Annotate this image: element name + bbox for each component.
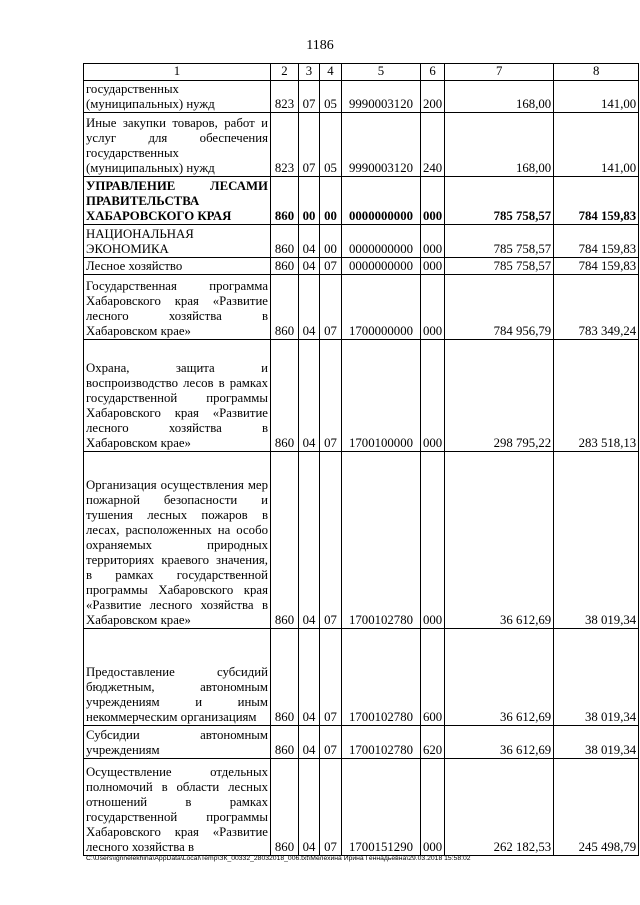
header-cell-4: 4 <box>320 64 342 81</box>
header-cell-7: 7 <box>445 64 554 81</box>
row-name: Охрана, защита и воспроизводство лесов в рамках государственной программы Хабаровского края «Развитие лесного хозяйства в Хабаровском крае» <box>84 340 271 452</box>
row-code-2: 860 <box>271 759 299 856</box>
row-section: 00 <box>299 177 320 225</box>
row-name: Организация осуществления мер пожарной безопасности и тушения лесных пожаров в лесах, расположенных на особо охраняемых природных территориях краевого значения, в рамках государственной программы Хабаровского края «Развитие лесного хозяйства в Хабаровском крае» <box>84 452 271 629</box>
row-code-2: 860 <box>271 275 299 340</box>
header-cell-5: 5 <box>342 64 421 81</box>
row-amount-7: 784 956,79 <box>445 275 554 340</box>
row-amount-8: 38 019,34 <box>554 726 639 759</box>
row-target: 1700102780 <box>342 726 421 759</box>
row-expense-type: 000 <box>421 759 445 856</box>
row-section: 04 <box>299 275 320 340</box>
row-name: государственных (муниципальных) нужд <box>84 81 271 113</box>
row-subsection: 07 <box>320 452 342 629</box>
table-row <box>84 629 639 726</box>
row-target: 1700102780 <box>342 452 421 629</box>
row-target: 0000000000 <box>342 225 421 258</box>
row-name: УПРАВЛЕНИЕ ЛЕСАМИ ПРАВИТЕЛЬСТВА ХАБАРОВСКОГО КРАЯ <box>84 177 271 225</box>
row-code-2: 823 <box>271 113 299 177</box>
row-subsection: 00 <box>320 225 342 258</box>
row-subsection: 07 <box>320 726 342 759</box>
row-amount-8: 784 159,83 <box>554 225 639 258</box>
row-expense-type: 000 <box>421 258 445 275</box>
row-target: 1700151290 <box>342 759 421 856</box>
row-amount-7: 168,00 <box>445 113 554 177</box>
row-section: 04 <box>299 759 320 856</box>
row-section: 07 <box>299 81 320 113</box>
row-amount-8: 783 349,24 <box>554 275 639 340</box>
row-amount-8: 283 518,13 <box>554 340 639 452</box>
row-code-2: 860 <box>271 225 299 258</box>
row-amount-7: 298 795,22 <box>445 340 554 452</box>
row-amount-7: 785 758,57 <box>445 258 554 275</box>
header-cell-8: 8 <box>554 64 639 81</box>
header-cell-6: 6 <box>421 64 445 81</box>
table-body <box>84 64 639 856</box>
table-row <box>84 340 639 452</box>
row-section: 07 <box>299 113 320 177</box>
row-expense-type: 000 <box>421 275 445 340</box>
row-target: 9990003120 <box>342 113 421 177</box>
row-amount-8: 38 019,34 <box>554 629 639 726</box>
table-row <box>84 81 639 113</box>
row-name: Осуществление отдельных полномочий в области лесных отношений в рамках государственной программы Хабаровского края «Развитие лесного хозяйства в <box>84 759 271 856</box>
row-amount-8: 141,00 <box>554 113 639 177</box>
row-amount-7: 36 612,69 <box>445 726 554 759</box>
row-subsection: 07 <box>320 340 342 452</box>
row-expense-type: 000 <box>421 340 445 452</box>
row-target: 0000000000 <box>342 177 421 225</box>
row-section: 04 <box>299 340 320 452</box>
row-subsection: 07 <box>320 759 342 856</box>
row-section: 04 <box>299 629 320 726</box>
header-row <box>84 64 639 81</box>
row-amount-7: 785 758,57 <box>445 177 554 225</box>
row-code-2: 823 <box>271 81 299 113</box>
table-row <box>84 177 639 225</box>
row-section: 04 <box>299 225 320 258</box>
table-row <box>84 759 639 856</box>
row-amount-7: 36 612,69 <box>445 629 554 726</box>
row-subsection: 05 <box>320 81 342 113</box>
row-expense-type: 000 <box>421 452 445 629</box>
row-target: 1700100000 <box>342 340 421 452</box>
table-row <box>84 452 639 629</box>
row-name: Иные закупки товаров, работ и услуг для обеспечения государственных (муниципальных) нужд <box>84 113 271 177</box>
row-code-2: 860 <box>271 340 299 452</box>
row-name: НАЦИОНАЛЬНАЯ ЭКОНОМИКА <box>84 225 271 258</box>
row-subsection: 07 <box>320 629 342 726</box>
row-code-2: 860 <box>271 629 299 726</box>
row-expense-type: 600 <box>421 629 445 726</box>
row-amount-8: 784 159,83 <box>554 258 639 275</box>
row-code-2: 860 <box>271 258 299 275</box>
row-name: Предоставление субсидий бюджетным, автономным учреждениям и иным некоммерческим организациям <box>84 629 271 726</box>
row-expense-type: 000 <box>421 177 445 225</box>
row-subsection: 05 <box>320 113 342 177</box>
row-amount-8: 38 019,34 <box>554 452 639 629</box>
page-number: 1186 <box>306 38 334 53</box>
row-amount-8: 141,00 <box>554 81 639 113</box>
row-subsection: 07 <box>320 258 342 275</box>
row-amount-8: 784 159,83 <box>554 177 639 225</box>
row-name: Субсидии автономным учреждениям <box>84 726 271 759</box>
row-subsection: 07 <box>320 275 342 340</box>
row-name: Государственная программа Хабаровского края «Развитие лесного хозяйства в Хабаровском крае» <box>84 275 271 340</box>
table-row <box>84 258 639 275</box>
row-expense-type: 200 <box>421 81 445 113</box>
row-name: Лесное хозяйство <box>84 258 271 275</box>
header-cell-2: 2 <box>271 64 299 81</box>
row-code-2: 860 <box>271 452 299 629</box>
row-target: 1700102780 <box>342 629 421 726</box>
row-section: 04 <box>299 452 320 629</box>
table-row <box>84 225 639 258</box>
table-row <box>84 726 639 759</box>
row-target: 9990003120 <box>342 81 421 113</box>
budget-table <box>83 63 639 856</box>
row-expense-type: 620 <box>421 726 445 759</box>
row-subsection: 00 <box>320 177 342 225</box>
file-path-footer: C:\Users\ignnelekhina\AppData\Local\Temp\ЗК_00332_28032018_006.txt\Мелехина Ирина Геннадьевна\29.03.2018 15:58:02 <box>86 855 471 862</box>
row-target: 0000000000 <box>342 258 421 275</box>
row-expense-type: 240 <box>421 113 445 177</box>
row-expense-type: 000 <box>421 225 445 258</box>
header-cell-1: 1 <box>84 64 271 81</box>
table-row <box>84 113 639 177</box>
row-code-2: 860 <box>271 726 299 759</box>
row-target: 1700000000 <box>342 275 421 340</box>
row-amount-8: 245 498,79 <box>554 759 639 856</box>
row-amount-7: 36 612,69 <box>445 452 554 629</box>
row-amount-7: 262 182,53 <box>445 759 554 856</box>
row-section: 04 <box>299 258 320 275</box>
row-amount-7: 785 758,57 <box>445 225 554 258</box>
row-amount-7: 168,00 <box>445 81 554 113</box>
row-code-2: 860 <box>271 177 299 225</box>
header-cell-3: 3 <box>299 64 320 81</box>
table-row <box>84 275 639 340</box>
row-section: 04 <box>299 726 320 759</box>
